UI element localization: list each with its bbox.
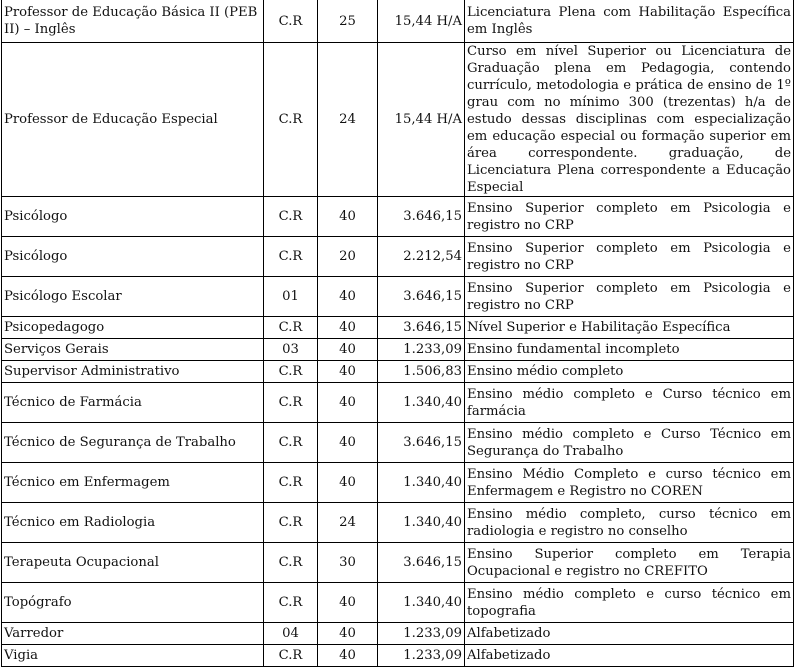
cell-cargo: Supervisor Administrativo bbox=[2, 361, 264, 383]
cell-cargo: Vigia bbox=[2, 645, 264, 667]
table-row bbox=[2, 361, 794, 383]
cell-carga: 40 bbox=[318, 361, 378, 383]
cell-cargo: Técnico em Enfermagem bbox=[2, 463, 264, 503]
table-row bbox=[2, 43, 794, 197]
cell-vagas: C.R bbox=[264, 43, 318, 197]
cell-cargo: Professor de Educação Básica II (PEB II) – Inglês bbox=[2, 0, 264, 43]
cell-vagas: 03 bbox=[264, 339, 318, 361]
cell-vagas: C.R bbox=[264, 361, 318, 383]
cell-vencimento: 15,44 H/A bbox=[378, 0, 465, 43]
cell-carga: 24 bbox=[318, 503, 378, 543]
cell-carga: 40 bbox=[318, 317, 378, 339]
cell-requisito: Ensino médio completo, curso técnico em radiologia e registro no conselho bbox=[465, 503, 794, 543]
cell-carga: 40 bbox=[318, 383, 378, 423]
cell-carga: 24 bbox=[318, 43, 378, 197]
table-row bbox=[2, 237, 794, 277]
cell-vencimento: 1.340,40 bbox=[378, 503, 465, 543]
table-row bbox=[2, 317, 794, 339]
cell-carga: 40 bbox=[318, 623, 378, 645]
table-row bbox=[2, 645, 794, 667]
cell-vagas: C.R bbox=[264, 317, 318, 339]
cell-requisito: Ensino médio completo e curso técnico em topografia bbox=[465, 583, 794, 623]
cell-vencimento: 1.233,09 bbox=[378, 645, 465, 667]
cell-vencimento: 3.646,15 bbox=[378, 197, 465, 237]
cell-vencimento: 1.506,83 bbox=[378, 361, 465, 383]
cell-vagas: C.R bbox=[264, 0, 318, 43]
cell-requisito: Ensino Superior completo em Psicologia e registro no CRP bbox=[465, 237, 794, 277]
cell-cargo: Técnico de Farmácia bbox=[2, 383, 264, 423]
cell-vencimento: 3.646,15 bbox=[378, 543, 465, 583]
cell-vagas: 04 bbox=[264, 623, 318, 645]
table-row bbox=[2, 383, 794, 423]
cell-vencimento: 1.233,09 bbox=[378, 623, 465, 645]
cell-cargo: Varredor bbox=[2, 623, 264, 645]
table-row bbox=[2, 339, 794, 361]
cell-requisito: Ensino médio completo e Curso técnico em farmácia bbox=[465, 383, 794, 423]
cell-requisito: Curso em nível Superior ou Licenciatura de Graduação plena em Pedagogia, contendo currículo, metodologia e prática de ensino de 1º grau com no mínimo 300 (trezentas) h/a de estudo dessas disciplinas com especialização em educação especial ou formação superior em área correspondente. graduação, de Licenciatura Plena correspondente a Educação Especial bbox=[465, 43, 794, 197]
cell-requisito: Alfabetizado bbox=[465, 623, 794, 645]
cell-vencimento: 1.340,40 bbox=[378, 583, 465, 623]
cell-requisito: Licenciatura Plena com Habilitação Específica em Inglês bbox=[465, 0, 794, 43]
cell-requisito: Ensino Superior completo em Terapia Ocupacional e registro no CREFITO bbox=[465, 543, 794, 583]
cell-carga: 40 bbox=[318, 339, 378, 361]
cell-vagas: C.R bbox=[264, 583, 318, 623]
cell-cargo: Técnico de Segurança de Trabalho bbox=[2, 423, 264, 463]
cell-carga: 40 bbox=[318, 463, 378, 503]
cell-requisito: Nível Superior e Habilitação Específica bbox=[465, 317, 794, 339]
cell-vagas: C.R bbox=[264, 197, 318, 237]
cell-vencimento: 1.233,09 bbox=[378, 339, 465, 361]
cell-cargo: Técnico em Radiologia bbox=[2, 503, 264, 543]
cell-vencimento: 3.646,15 bbox=[378, 423, 465, 463]
table-row bbox=[2, 423, 794, 463]
cell-vagas: C.R bbox=[264, 237, 318, 277]
cell-vagas: C.R bbox=[264, 383, 318, 423]
cell-requisito: Ensino fundamental incompleto bbox=[465, 339, 794, 361]
cell-cargo: Topógrafo bbox=[2, 583, 264, 623]
cell-carga: 20 bbox=[318, 237, 378, 277]
cell-carga: 30 bbox=[318, 543, 378, 583]
cell-vencimento: 3.646,15 bbox=[378, 277, 465, 317]
cell-vagas: C.R bbox=[264, 543, 318, 583]
cell-cargo: Psicólogo bbox=[2, 237, 264, 277]
cell-requisito: Ensino médio completo e Curso Técnico em Segurança do Trabalho bbox=[465, 423, 794, 463]
cell-cargo: Psicólogo Escolar bbox=[2, 277, 264, 317]
table-row bbox=[2, 583, 794, 623]
cell-requisito: Ensino Superior completo em Psicologia e registro no CRP bbox=[465, 277, 794, 317]
cell-vencimento: 3.646,15 bbox=[378, 317, 465, 339]
cell-requisito: Ensino médio completo bbox=[465, 361, 794, 383]
cell-vencimento: 15,44 H/A bbox=[378, 43, 465, 197]
cell-cargo: Psicopedagogo bbox=[2, 317, 264, 339]
cell-vencimento: 1.340,40 bbox=[378, 463, 465, 503]
cell-carga: 40 bbox=[318, 277, 378, 317]
cell-requisito: Alfabetizado bbox=[465, 645, 794, 667]
cell-requisito: Ensino Superior completo em Psicologia e registro no CRP bbox=[465, 197, 794, 237]
cell-carga: 40 bbox=[318, 645, 378, 667]
table-row bbox=[2, 503, 794, 543]
cell-cargo: Serviços Gerais bbox=[2, 339, 264, 361]
table-row bbox=[2, 0, 794, 43]
positions-table bbox=[1, 0, 794, 667]
cell-carga: 40 bbox=[318, 583, 378, 623]
table-row bbox=[2, 277, 794, 317]
cell-vencimento: 1.340,40 bbox=[378, 383, 465, 423]
cell-carga: 25 bbox=[318, 0, 378, 43]
cell-vagas: C.R bbox=[264, 423, 318, 463]
cell-carga: 40 bbox=[318, 423, 378, 463]
table-row bbox=[2, 197, 794, 237]
cell-cargo: Terapeuta Ocupacional bbox=[2, 543, 264, 583]
table-row bbox=[2, 463, 794, 503]
cell-cargo: Psicólogo bbox=[2, 197, 264, 237]
cell-vagas: 01 bbox=[264, 277, 318, 317]
table-row bbox=[2, 543, 794, 583]
cell-vagas: C.R bbox=[264, 463, 318, 503]
cell-cargo: Professor de Educação Especial bbox=[2, 43, 264, 197]
cell-vagas: C.R bbox=[264, 503, 318, 543]
cell-vencimento: 2.212,54 bbox=[378, 237, 465, 277]
table-row bbox=[2, 623, 794, 645]
cell-requisito: Ensino Médio Completo e curso técnico em Enfermagem e Registro no COREN bbox=[465, 463, 794, 503]
cell-carga: 40 bbox=[318, 197, 378, 237]
cell-vagas: C.R bbox=[264, 645, 318, 667]
